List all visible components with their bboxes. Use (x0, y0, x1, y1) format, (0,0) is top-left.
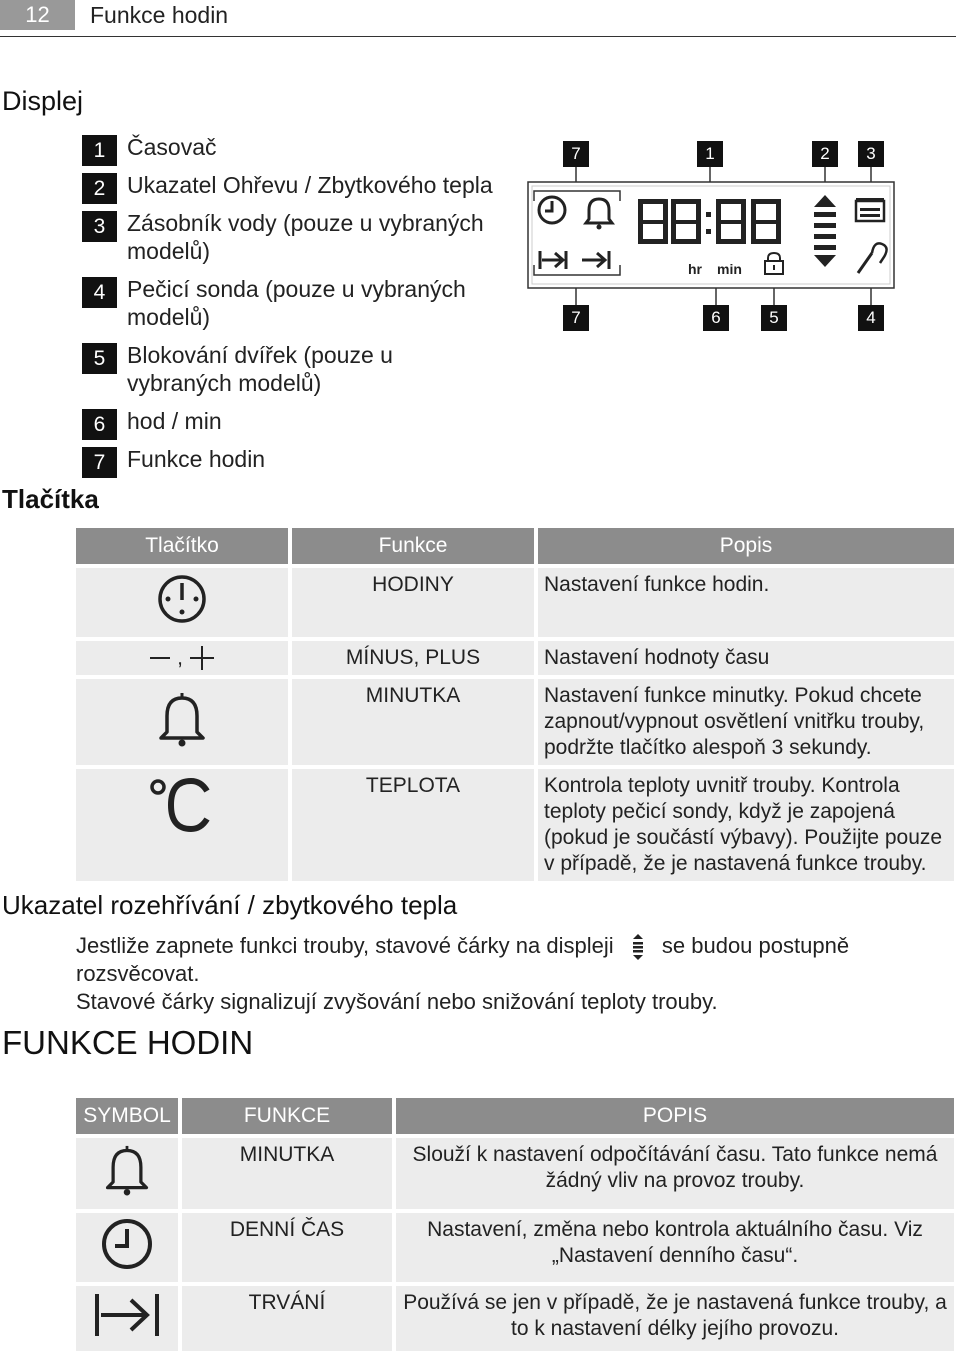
icon-cell (76, 1213, 178, 1282)
display-legend (82, 133, 502, 483)
table-row (76, 1213, 954, 1282)
callout-number: 4 (858, 305, 884, 331)
table-header-row (76, 1098, 954, 1134)
clock-icon (100, 1217, 154, 1271)
heat-indicator-heading: Ukazatel rozehřívání / zbytkového tepla (2, 890, 458, 920)
table-row (76, 641, 954, 675)
description-cell: Nastavení funkce hodin. (538, 568, 954, 637)
legend-label: Ukazatel Ohřevu / Zbytkového tepla (127, 172, 493, 198)
legend-number: 7 (82, 447, 117, 478)
bell-icon (102, 1142, 152, 1198)
icon-cell (76, 769, 288, 881)
callout-number: 7 (563, 141, 589, 167)
description-cell: Kontrola teploty uvnitř trouby. Kontrola teploty pečicí sondy, když je zapojená (pokud je součástí výbavy). Použijte pouze v případě, že je nastavená funkce trouby. (538, 769, 954, 881)
callout-number: 3 (858, 141, 884, 167)
heat-bars-icon (628, 934, 648, 960)
icon-cell (76, 679, 288, 765)
function-cell: MINUTKA (182, 1138, 392, 1209)
plus-icon (189, 645, 215, 671)
minus-icon (149, 647, 171, 669)
legend-number: 4 (82, 277, 117, 308)
icon-cell (76, 1138, 178, 1209)
hr-label: hr (688, 261, 702, 277)
function-cell: TEPLOTA (292, 769, 534, 881)
legend-label: hod / min (127, 408, 222, 434)
column-header: POPIS (396, 1098, 954, 1134)
legend-item (82, 133, 502, 161)
display-panel (520, 137, 900, 337)
function-cell: HODINY (292, 568, 534, 637)
column-header: SYMBOL (76, 1098, 178, 1134)
legend-item (82, 209, 502, 265)
legend-item (82, 171, 502, 199)
legend-label: Zásobník vody (pouze u vybraných modelů) (127, 210, 484, 264)
display-heading: Displej (2, 86, 84, 116)
callout-number: 7 (563, 305, 589, 331)
function-cell: MINUTKA (292, 679, 534, 765)
column-header: Popis (538, 528, 954, 564)
callout-number: 2 (812, 141, 838, 167)
legend-label: Blokování dvířek (pouze u vybraných modelů) (127, 342, 393, 396)
description-cell: Používá se jen v případě, že je nastavená funkce trouby, a to k nastavení délky jejího provozu. (396, 1286, 954, 1351)
table-row (76, 1286, 954, 1351)
description-cell: Slouží k nastavení odpočítávání času. Tato funkce nemá žádný vliv na provoz trouby. (396, 1138, 954, 1209)
celsius-icon (149, 775, 215, 833)
icon-cell (76, 568, 288, 637)
callout-number: 1 (697, 141, 723, 167)
column-header: FUNKCE (182, 1098, 392, 1134)
table-header-row (76, 528, 954, 564)
display-diagram (520, 137, 900, 337)
legend-label: Pečicí sonda (pouze u vybraných modelů) (127, 276, 466, 330)
icon-cell (76, 641, 288, 675)
heat-text-after: se budou postupně rozsvěcovat. (76, 933, 850, 987)
callout-number: 6 (703, 305, 729, 331)
table-row (76, 679, 954, 765)
legend-item (82, 341, 502, 397)
legend-number: 3 (82, 211, 117, 242)
description-cell: Nastavení, změna nebo kontrola aktuálního času. Viz „Nastavení denního času“. (396, 1213, 954, 1282)
legend-item (82, 407, 502, 435)
header-title: Funkce hodin (90, 2, 229, 28)
function-cell: DENNÍ ČAS (182, 1213, 392, 1282)
heat-text-line2: Stavové čárky signalizují zvyšování nebo snižování teploty trouby. (76, 989, 718, 1015)
clock-functions-table (72, 1094, 958, 1355)
legend-number: 1 (82, 135, 117, 166)
legend-number: 6 (82, 409, 117, 440)
clock-functions-heading: FUNKCE HODIN (2, 1024, 254, 1061)
legend-item (82, 275, 502, 331)
description-cell: Nastavení funkce minutky. Pokud chcete zapnout/vypnout osvětlení vnitřku trouby, podržte tlačítko alespoň 3 sekundy. (538, 679, 954, 765)
table-row (76, 769, 954, 881)
column-header: Tlačítko (76, 528, 288, 564)
legend-label: Funkce hodin (127, 446, 266, 472)
bell-icon (155, 690, 209, 748)
callout-number: 5 (761, 305, 787, 331)
min-label: min (717, 261, 742, 277)
clock-icon (155, 572, 209, 626)
heat-indicator-paragraph (76, 932, 960, 1016)
icon-cell (76, 1286, 178, 1351)
legend-number: 2 (82, 173, 117, 204)
legend-label: Časovač (127, 134, 217, 160)
column-header: Funkce (292, 528, 534, 564)
description-cell: Nastavení hodnoty času (538, 641, 954, 675)
table-row (76, 568, 954, 637)
table-row (76, 1138, 954, 1209)
separator-comma: , (177, 646, 183, 670)
legend-number: 5 (82, 343, 117, 374)
buttons-heading: Tlačítka (2, 484, 99, 514)
page-header (0, 0, 956, 37)
legend-item (82, 445, 502, 473)
function-cell: TRVÁNÍ (182, 1286, 392, 1351)
page-number: 12 (0, 0, 75, 30)
function-cell: MÍNUS, PLUS (292, 641, 534, 675)
duration-icon (91, 1290, 163, 1340)
buttons-table (72, 524, 958, 885)
heat-text-before: Jestliže zapnete funkci trouby, stavové čárky na displeji (76, 933, 614, 958)
